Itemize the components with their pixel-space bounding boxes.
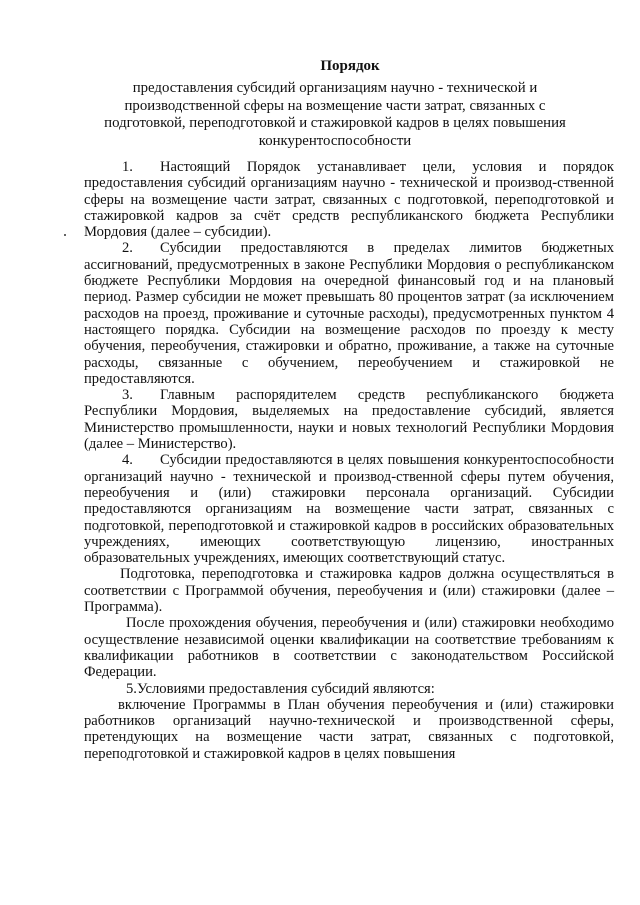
paragraph-text: Субсидии предоставляются в пределах лимитов бюджетных ассигнований, предусмотренных в законе Республики Мордовия о республиканском бюджете Республики Мордовия на очередной финансовый год и на плановый период. Размер субсидии не может превышать 80 процентов затрат (за исключением расходов на проезд, проживание и суточные расходы), предусмотренных пунктом 4 настоящего порядка. Субсидии на возмещение расходов по проезду к месту обучения, переобучения, стажировки и обратно, проживание, а также на суточные расходы, связанные с обучением, переобучением и стажировкой не предоставляются. <box>84 240 614 387</box>
paragraph-condition-plan: включение Программы в План обучения переобучения и (или) стажировки работников организаций научно-технической и производственной сферы, претендующих на возмещение части затрат, связанных с подготовкой, переподготовкой и стажировкой кадров в целях повышения <box>84 696 614 762</box>
paragraph-number: 4. <box>122 452 133 469</box>
document-subtitle: предоставления субсидий организациям научно - технической и производственной сферы на возмещение части затрат, связанных с подготовкой, переподготовкой и стажировкой кадров в целях повышения конкурентоспособности <box>104 80 566 149</box>
document-title: Порядок <box>320 58 380 74</box>
paragraph-number: 2. <box>122 240 133 257</box>
paragraph-number: 1. <box>122 159 133 175</box>
paragraph-2 <box>84 240 614 387</box>
paragraph-number: 3. <box>122 387 133 404</box>
scan-speck <box>64 234 66 236</box>
paragraph-text: Субсидии предоставляются в целях повышения конкурентоспособности организаций научно - технической и производ-ственной сферы путем обучения, переобучения и (или) стажировки персонала организаций. Субсидии предоставляются организациям на возмещение части затрат, связанных с подготовкой, переподготовкой и стажировкой кадров в российских образовательных учреждениях, имеющих соответствующую лицензию, иностранных образовательных учреждениях, имеющих соответствующий статус. <box>84 452 614 567</box>
paragraph-4 <box>84 452 614 566</box>
paragraph-qualification-assessment: После прохождения обучения, переобучения и (или) стажировки необходимо осуществление независимой оценки квалификации на соответствие требованиям к квалификации работников в соответствии с законодательством Российской Федерации. <box>84 615 614 681</box>
document-body <box>84 159 614 762</box>
paragraph-text: Главным распорядителем средств республиканского бюджета Республики Мордовия, выделяемых на предоставление субсидий, является Министерство промышленности, науки и новых технологий Республики Мордовия (далее – Министерство). <box>84 387 614 453</box>
paragraph-text: Настоящий Порядок устанавливает цели, условия и порядок предоставления субсидий организациям научно - технической и производ-ственной сферы на возмещение части затрат, связанных с подготовкой, переподготовкой и стажировкой кадров за счёт средств республиканского бюджета Республики Мордовия (далее – субсидии). <box>84 159 614 241</box>
paragraph-5-conditions: 5.Условиями предоставления субсидий являются: <box>126 680 435 697</box>
paragraph-1 <box>84 159 614 240</box>
paragraph-3 <box>84 387 614 452</box>
paragraph-training-program: Подготовка, переподготовка и стажировка кадров должна осуществляться в соответствии с Программой обучения, переобучения и (или) стажировки (далее – Программа). <box>84 566 614 616</box>
